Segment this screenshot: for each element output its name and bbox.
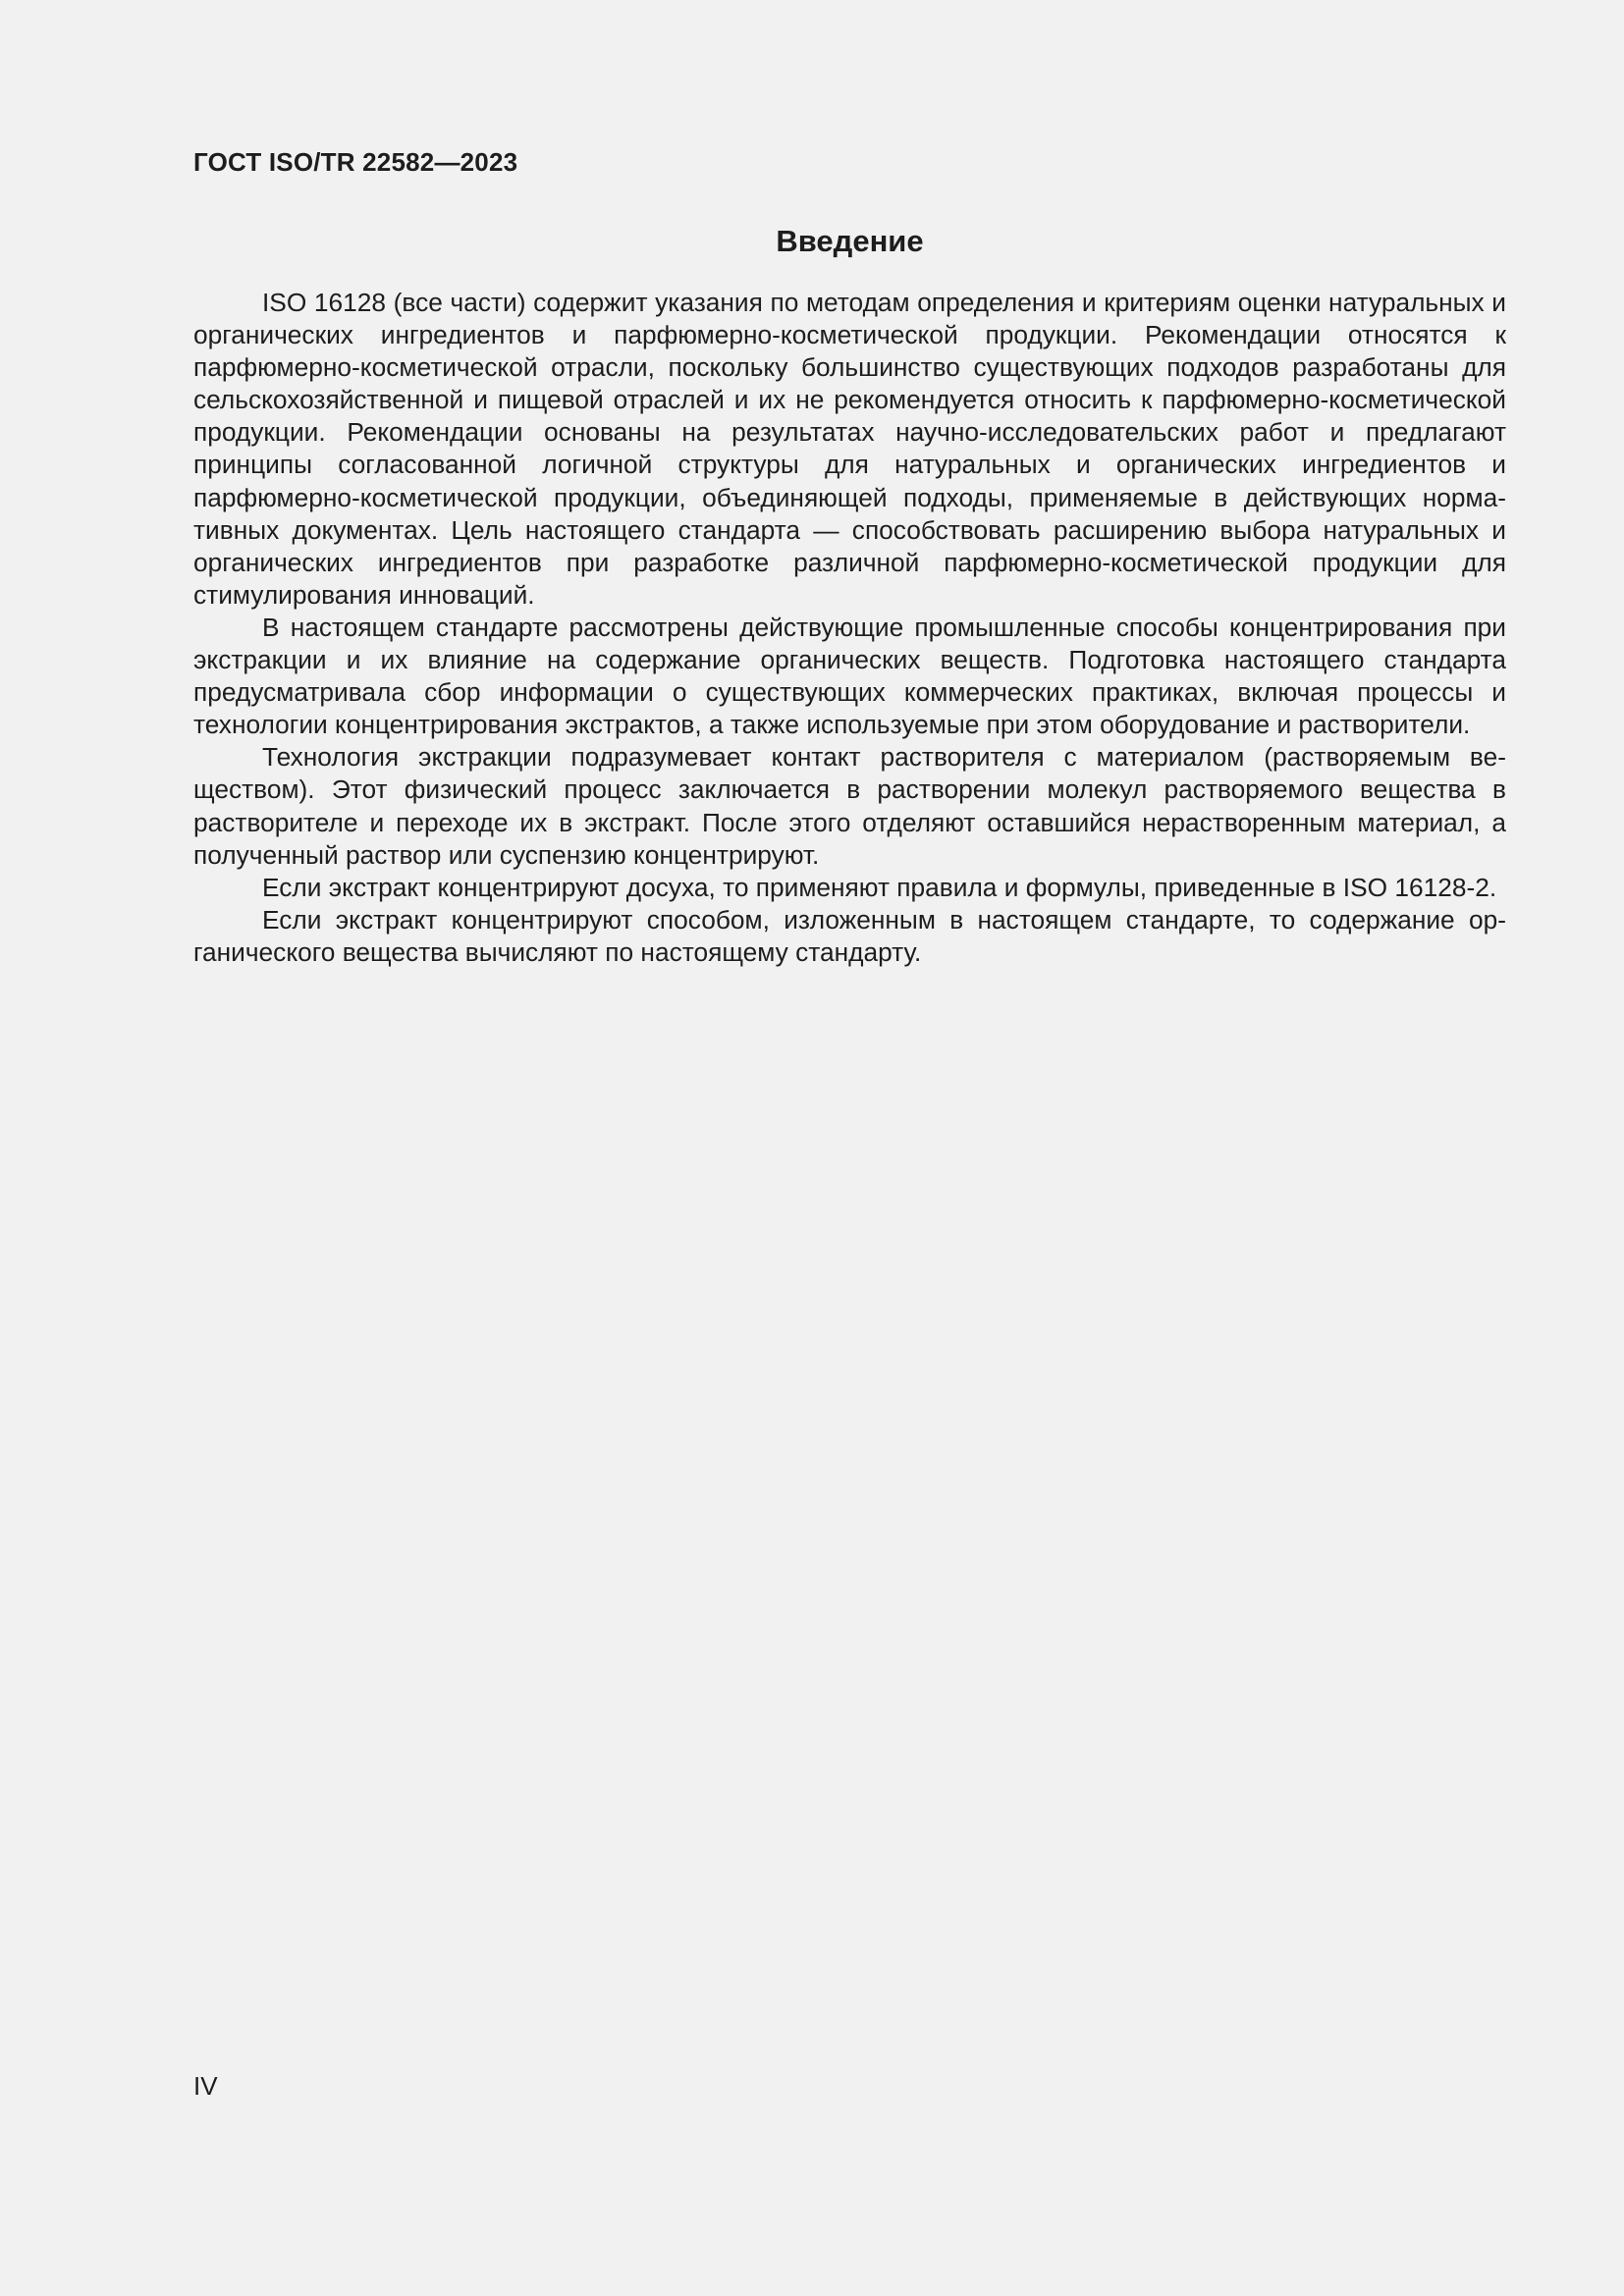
paragraph: В настоящем стандарте рассмотрены действующие промышленные способы концентрирования при экстракции и их влияние на содержание органических веществ. Подготовка настоящего стандарта предусматривала сбор информации о существующих коммерческих практиках, включая процессы и технологии концентрирования экстрактов, а также используемые при этом оборудование и растворители. — [193, 612, 1506, 740]
document-header: ГОСТ ISO/TR 22582—2023 — [193, 147, 518, 177]
paragraph: Если экстракт концентрируют способом, изложенным в настоящем стандарте, то содержание органического вещества вычисляют по настоящему стандарту. — [193, 904, 1506, 967]
page-number: IV — [193, 2071, 218, 2101]
paragraph: Если экстракт концентрируют досуха, то применяют правила и формулы, приведенные в ISO 16128-2. — [262, 872, 1497, 902]
paragraph: Технология экстракции подразумевает контакт растворителя с материалом (растворяемым веществом). Этот физический процесс заключается в растворении молекул растворяемого вещества в растворителе и переходе их в экстракт. После этого отделяют оставшийся нерастворенным материал, а полученный раствор или суспензию концентрируют. — [193, 742, 1506, 870]
paragraph: ISO 16128 (все части) содержит указания по методам определения и критериям оценки натуральных и органических ингредиентов и парфюмерно-косметической продукции. Рекомендации относятся к парфюмерно-косметической отрасли, поскольку большинство существующих подходов разработаны для сельскохозяйственной и пищевой отраслей и их не рекомендуется относить к парфюмерно-косметической продукции. Рекомендации основаны на результатах научно-исследовательских работ и предлагают принципы согласованной логичной структуры для натуральных и органических ингредиентов и парфюмерно-косметической продукции, объединяющей подходы, применяемые в действующих нормативных документах. Цель настоящего стандарта — способствовать расширению выбора натуральных и органических ингредиентов при разработке различной парфюмерно-косметической продукции для стимулирования инноваций. — [193, 288, 1506, 610]
section-body — [193, 287, 1506, 969]
section-title: Введение — [776, 224, 924, 258]
